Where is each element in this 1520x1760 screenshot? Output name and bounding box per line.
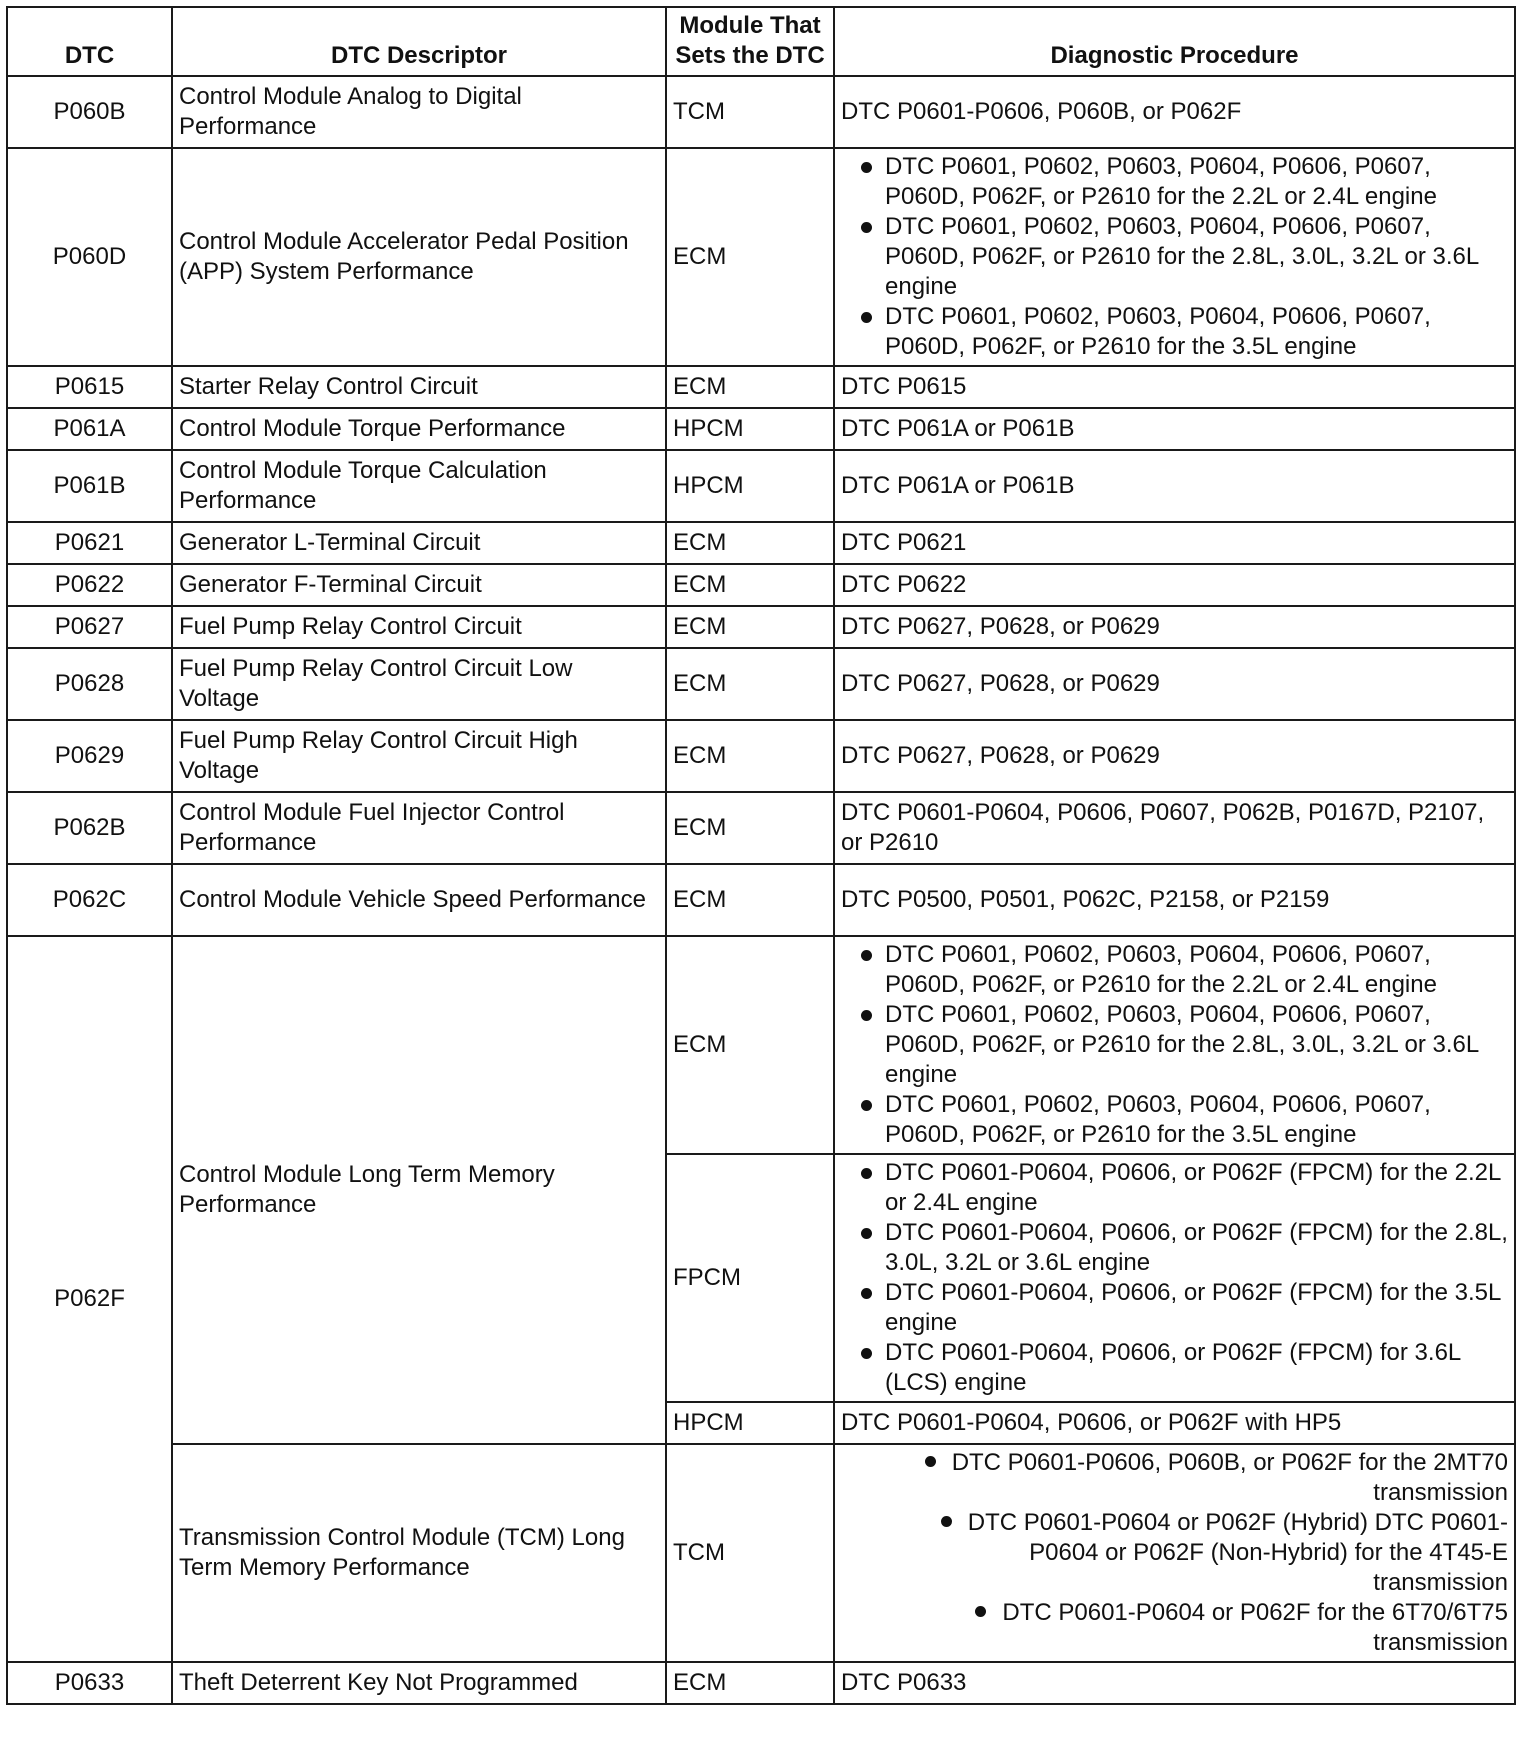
table-row: [7, 648, 1515, 720]
diagnostic-procedure: DTC P0627, P0628, or P0629: [834, 606, 1515, 648]
table-row: [7, 76, 1515, 148]
diagnostic-procedure: DTC P0627, P0628, or P0629: [834, 648, 1515, 720]
procedure-item: DTC P0601-P0606, P060B, or P062F for the 2MT70 transmission: [841, 1448, 1508, 1508]
procedure-item: DTC P0601-P0604, P0606, or P062F (FPCM) for the 2.8L, 3.0L, 3.2L or 3.6L engine: [841, 1218, 1508, 1278]
bullet-icon: [975, 1606, 986, 1617]
procedure-item: DTC P0601, P0602, P0603, P0604, P0606, P0607, P060D, P062F, or P2610 for the 2.8L, 3.0L, 3.2L or 3.6L engine: [841, 1000, 1508, 1090]
procedure-item: DTC P0601-P0604, P0606, or P062F (FPCM) for the 3.5L engine: [841, 1278, 1508, 1338]
dtc-code: P0621: [7, 522, 172, 564]
dtc-descriptor: Fuel Pump Relay Control Circuit Low Voltage: [172, 648, 666, 720]
dtc-descriptor: Fuel Pump Relay Control Circuit: [172, 606, 666, 648]
table-row: [7, 606, 1515, 648]
dtc-descriptor: Control Module Accelerator Pedal Position (APP) System Performance: [172, 148, 666, 366]
module-name: TCM: [666, 76, 834, 148]
procedure-item: DTC P0601-P0604, P0606, or P062F (FPCM) for 3.6L (LCS) engine: [841, 1338, 1508, 1398]
diagnostic-procedure: [834, 1444, 1515, 1662]
module-name: HPCM: [666, 450, 834, 522]
table-row: [7, 522, 1515, 564]
procedure-item: DTC P0601-P0604, P0606, or P062F (FPCM) for the 2.2L or 2.4L engine: [841, 1158, 1508, 1218]
module-name: ECM: [666, 648, 834, 720]
module-name: ECM: [666, 792, 834, 864]
bullet-icon: [925, 1456, 936, 1467]
dtc-descriptor: Fuel Pump Relay Control Circuit High Voltage: [172, 720, 666, 792]
module-name: ECM: [666, 564, 834, 606]
dtc-descriptor: Generator F-Terminal Circuit: [172, 564, 666, 606]
dtc-descriptor: Transmission Control Module (TCM) Long Term Memory Performance: [172, 1444, 666, 1662]
procedure-item: DTC P0601-P0604 or P062F for the 6T70/6T75 transmission: [841, 1598, 1508, 1658]
diagnostic-procedure: DTC P0622: [834, 564, 1515, 606]
module-name: TCM: [666, 1444, 834, 1662]
diagnostic-procedure: DTC P0601-P0604, P0606, P0607, P062B, P0167D, P2107, or P2610: [834, 792, 1515, 864]
table-row: [7, 564, 1515, 606]
dtc-code: P061A: [7, 408, 172, 450]
table-row: [7, 720, 1515, 792]
diagnostic-procedure: DTC P0601-P0606, P060B, or P062F: [834, 76, 1515, 148]
header-dtc: DTC: [7, 7, 172, 76]
table-row: [7, 408, 1515, 450]
table-row: [7, 148, 1515, 366]
diagnostic-procedure: DTC P0633: [834, 1662, 1515, 1704]
header-descriptor: DTC Descriptor: [172, 7, 666, 76]
dtc-descriptor: Control Module Torque Performance: [172, 408, 666, 450]
dtc-code: P0627: [7, 606, 172, 648]
procedure-item: DTC P0601, P0602, P0603, P0604, P0606, P0607, P060D, P062F, or P2610 for the 2.2L or 2.4L engine: [841, 940, 1508, 1000]
module-name: HPCM: [666, 408, 834, 450]
dtc-descriptor: Starter Relay Control Circuit: [172, 366, 666, 408]
dtc-code: P060B: [7, 76, 172, 148]
diagnostic-procedure: DTC P0627, P0628, or P0629: [834, 720, 1515, 792]
procedure-item: DTC P0601, P0602, P0603, P0604, P0606, P0607, P060D, P062F, or P2610 for the 2.8L, 3.0L, 3.2L or 3.6L engine: [841, 212, 1508, 302]
diagnostic-procedure: DTC P0621: [834, 522, 1515, 564]
diagnostic-procedure: DTC P0601-P0604, P0606, or P062F with HP5: [834, 1402, 1515, 1444]
module-name: ECM: [666, 366, 834, 408]
dtc-table: [6, 6, 1516, 1705]
dtc-descriptor: Control Module Long Term Memory Performance: [172, 936, 666, 1444]
diagnostic-procedure: DTC P0615: [834, 366, 1515, 408]
diagnostic-procedure: DTC P061A or P061B: [834, 450, 1515, 522]
dtc-code: P0633: [7, 1662, 172, 1704]
module-name: ECM: [666, 1662, 834, 1704]
dtc-descriptor: Control Module Vehicle Speed Performance: [172, 864, 666, 936]
dtc-code: P062B: [7, 792, 172, 864]
module-name: HPCM: [666, 1402, 834, 1444]
dtc-code: P062C: [7, 864, 172, 936]
header-module: Module That Sets the DTC: [666, 7, 834, 76]
module-name: ECM: [666, 936, 834, 1154]
diagnostic-procedure: DTC P0500, P0501, P062C, P2158, or P2159: [834, 864, 1515, 936]
table-row: [7, 864, 1515, 936]
dtc-descriptor: Generator L-Terminal Circuit: [172, 522, 666, 564]
dtc-code: P0629: [7, 720, 172, 792]
table-row: [7, 1444, 1515, 1662]
procedure-item: DTC P0601, P0602, P0603, P0604, P0606, P0607, P060D, P062F, or P2610 for the 2.2L or 2.4L engine: [841, 152, 1508, 212]
table-row: [7, 792, 1515, 864]
module-name: ECM: [666, 148, 834, 366]
table-row: [7, 366, 1515, 408]
dtc-descriptor: Theft Deterrent Key Not Programmed: [172, 1662, 666, 1704]
module-name: FPCM: [666, 1154, 834, 1402]
diagnostic-procedure: [834, 936, 1515, 1154]
dtc-code: P060D: [7, 148, 172, 366]
dtc-code: P062F: [7, 936, 172, 1662]
dtc-code: P0622: [7, 564, 172, 606]
module-name: ECM: [666, 864, 834, 936]
diagnostic-procedure: [834, 1154, 1515, 1402]
dtc-descriptor: Control Module Torque Calculation Performance: [172, 450, 666, 522]
procedure-item: DTC P0601, P0602, P0603, P0604, P0606, P0607, P060D, P062F, or P2610 for the 3.5L engine: [841, 302, 1508, 362]
bullet-icon: [941, 1516, 952, 1527]
procedure-item: DTC P0601, P0602, P0603, P0604, P0606, P0607, P060D, P062F, or P2610 for the 3.5L engine: [841, 1090, 1508, 1150]
diagnostic-procedure: DTC P061A or P061B: [834, 408, 1515, 450]
dtc-table-wrapper: [6, 6, 1516, 1705]
module-name: ECM: [666, 522, 834, 564]
procedure-item: DTC P0601-P0604 or P062F (Hybrid) DTC P0601-P0604 or P062F (Non-Hybrid) for the 4T45-E transmission: [841, 1508, 1508, 1598]
dtc-code: P061B: [7, 450, 172, 522]
dtc-code: P0615: [7, 366, 172, 408]
diagnostic-procedure: [834, 148, 1515, 366]
header-procedure: Diagnostic Procedure: [834, 7, 1515, 76]
dtc-descriptor: Control Module Fuel Injector Control Performance: [172, 792, 666, 864]
dtc-code: P0628: [7, 648, 172, 720]
dtc-descriptor: Control Module Analog to Digital Performance: [172, 76, 666, 148]
table-row: [7, 936, 1515, 1154]
table-row: [7, 1662, 1515, 1704]
module-name: ECM: [666, 606, 834, 648]
header-row: [7, 7, 1515, 76]
module-name: ECM: [666, 720, 834, 792]
table-row: [7, 450, 1515, 522]
